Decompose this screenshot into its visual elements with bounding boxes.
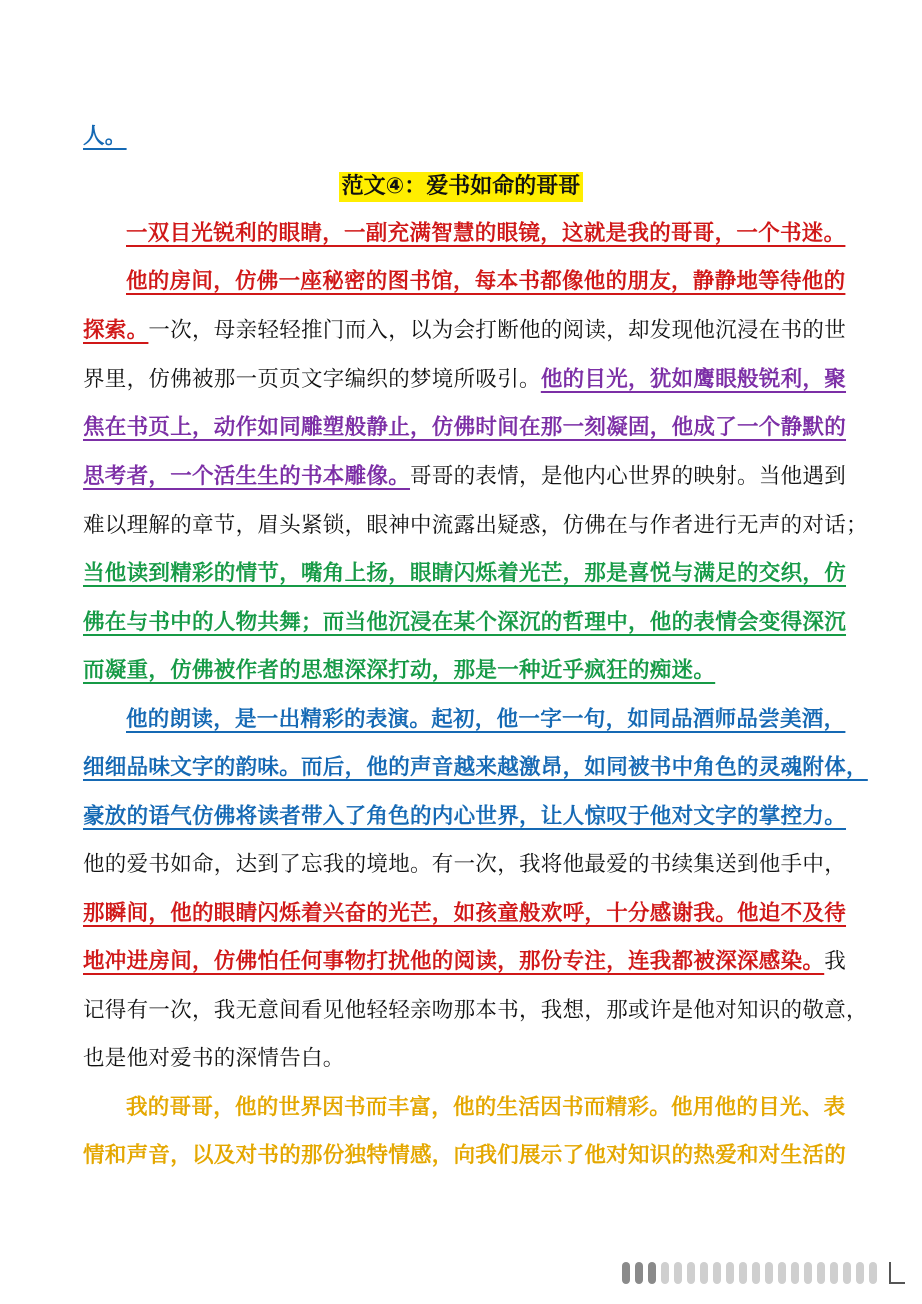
text-line: 我的哥哥，他的世界因书而丰富，他的生活因书而精彩。他用他的目光、表 [126,1095,846,1120]
text-segment: 一次，母亲轻轻推门而入，以为会打断他的阅读，却发现他沉浸在书的世 [148,318,847,343]
scroll-tick [674,1262,682,1284]
text-segment: 地冲进房间，仿佛怕任何事物打扰他的阅读，那份专注，连我都被深深感染。 [83,949,825,974]
essay-title: 范文④：爱书如命的哥哥 [339,172,584,202]
text-line: 难以理解的章节，眉头紧锁，眼神中流露出疑惑，仿佛在与作者进行无声的对话； [83,513,868,538]
text-line: 也是他对爱书的深情告白。 [83,1046,345,1071]
text-segment: 哥哥的表情，是他内心世界的映射。当他遇到 [410,464,847,489]
scroll-tick [778,1262,786,1284]
scroll-tick [856,1262,864,1284]
text-line: 人。 [83,124,127,149]
scroll-tick [817,1262,825,1284]
text-line: 他的房间，仿佛一座秘密的图书馆，每本书都像他的朋友，静静地等待他的 [126,269,846,294]
scroll-tick [791,1262,799,1284]
text-line: 细细品味文字的韵味。而后，他的声音越来越激昂，如同被书中角色的灵魂附体， [83,755,868,780]
text-line: 当他读到精彩的情节，嘴角上扬，眼睛闪烁着光芒，那是喜悦与满足的交织，仿 [83,561,847,586]
title-row [0,172,922,202]
scroll-tick [635,1262,643,1284]
text-line: 焦在书页上，动作如同雕塑般静止，仿佛时间在那一刻凝固，他成了一个静默的 [83,415,847,440]
scroll-tick [843,1262,851,1284]
text-line: 他的朗读，是一出精彩的表演。起初，他一字一句，如同品酒师品尝美酒， [126,707,846,732]
scroll-tick [687,1262,695,1284]
text-segment: 探索。 [83,318,149,343]
text-segment: 思考者，一个活生生的书本雕像。 [83,464,411,489]
scroll-tick [765,1262,773,1284]
text-segment: 界里，仿佛被那一页页文字编织的梦境所吸引。 [83,367,541,392]
text-segment: 我 [824,949,847,974]
scroll-tick [622,1262,630,1284]
scroll-tick [648,1262,656,1284]
scroll-tick [726,1262,734,1284]
text-line: 一双目光锐利的眼睛，一副充满智慧的眼镜，这就是我的哥哥，一个书迷。 [126,221,846,246]
text-line: 而凝重，仿佛被作者的思想深深打动，那是一种近乎疯狂的痴迷。 [83,658,716,683]
page-scroll-indicator[interactable] [622,1261,884,1285]
text-line [83,365,846,395]
text-line: 佛在与书中的人物共舞；而当他沉浸在某个深沉的哲理中，他的表情会变得深沉 [83,610,847,635]
text-line: 情和声音，以及对书的那份独特情感，向我们展示了他对知识的热爱和对生活的 [83,1143,847,1168]
scroll-tick [804,1262,812,1284]
text-line: 那瞬间，他的眼睛闪烁着兴奋的光芒，如孩童般欢呼，十分感谢我。他迫不及待 [83,901,847,926]
text-line [83,462,846,492]
text-line: 记得有一次，我无意间看见他轻轻亲吻那本书，我想，那或许是他对知识的敬意， [83,998,868,1023]
scroll-tick [752,1262,760,1284]
corner-bracket-icon [889,1262,905,1284]
text-line [83,316,846,346]
scroll-tick [830,1262,838,1284]
scroll-tick [661,1262,669,1284]
text-line [83,947,846,977]
text-line: 他的爱书如命，达到了忘我的境地。有一次，我将他最爱的书续集送到他手中， [83,852,847,877]
scroll-tick [739,1262,747,1284]
scroll-tick [700,1262,708,1284]
scroll-tick [869,1262,877,1284]
text-segment: 他的目光，犹如鹰眼般锐利，聚 [540,367,847,392]
scroll-tick [713,1262,721,1284]
text-line: 豪放的语气仿佛将读者带入了角色的内心世界，让人惊叹于他对文字的掌控力。 [83,804,847,829]
